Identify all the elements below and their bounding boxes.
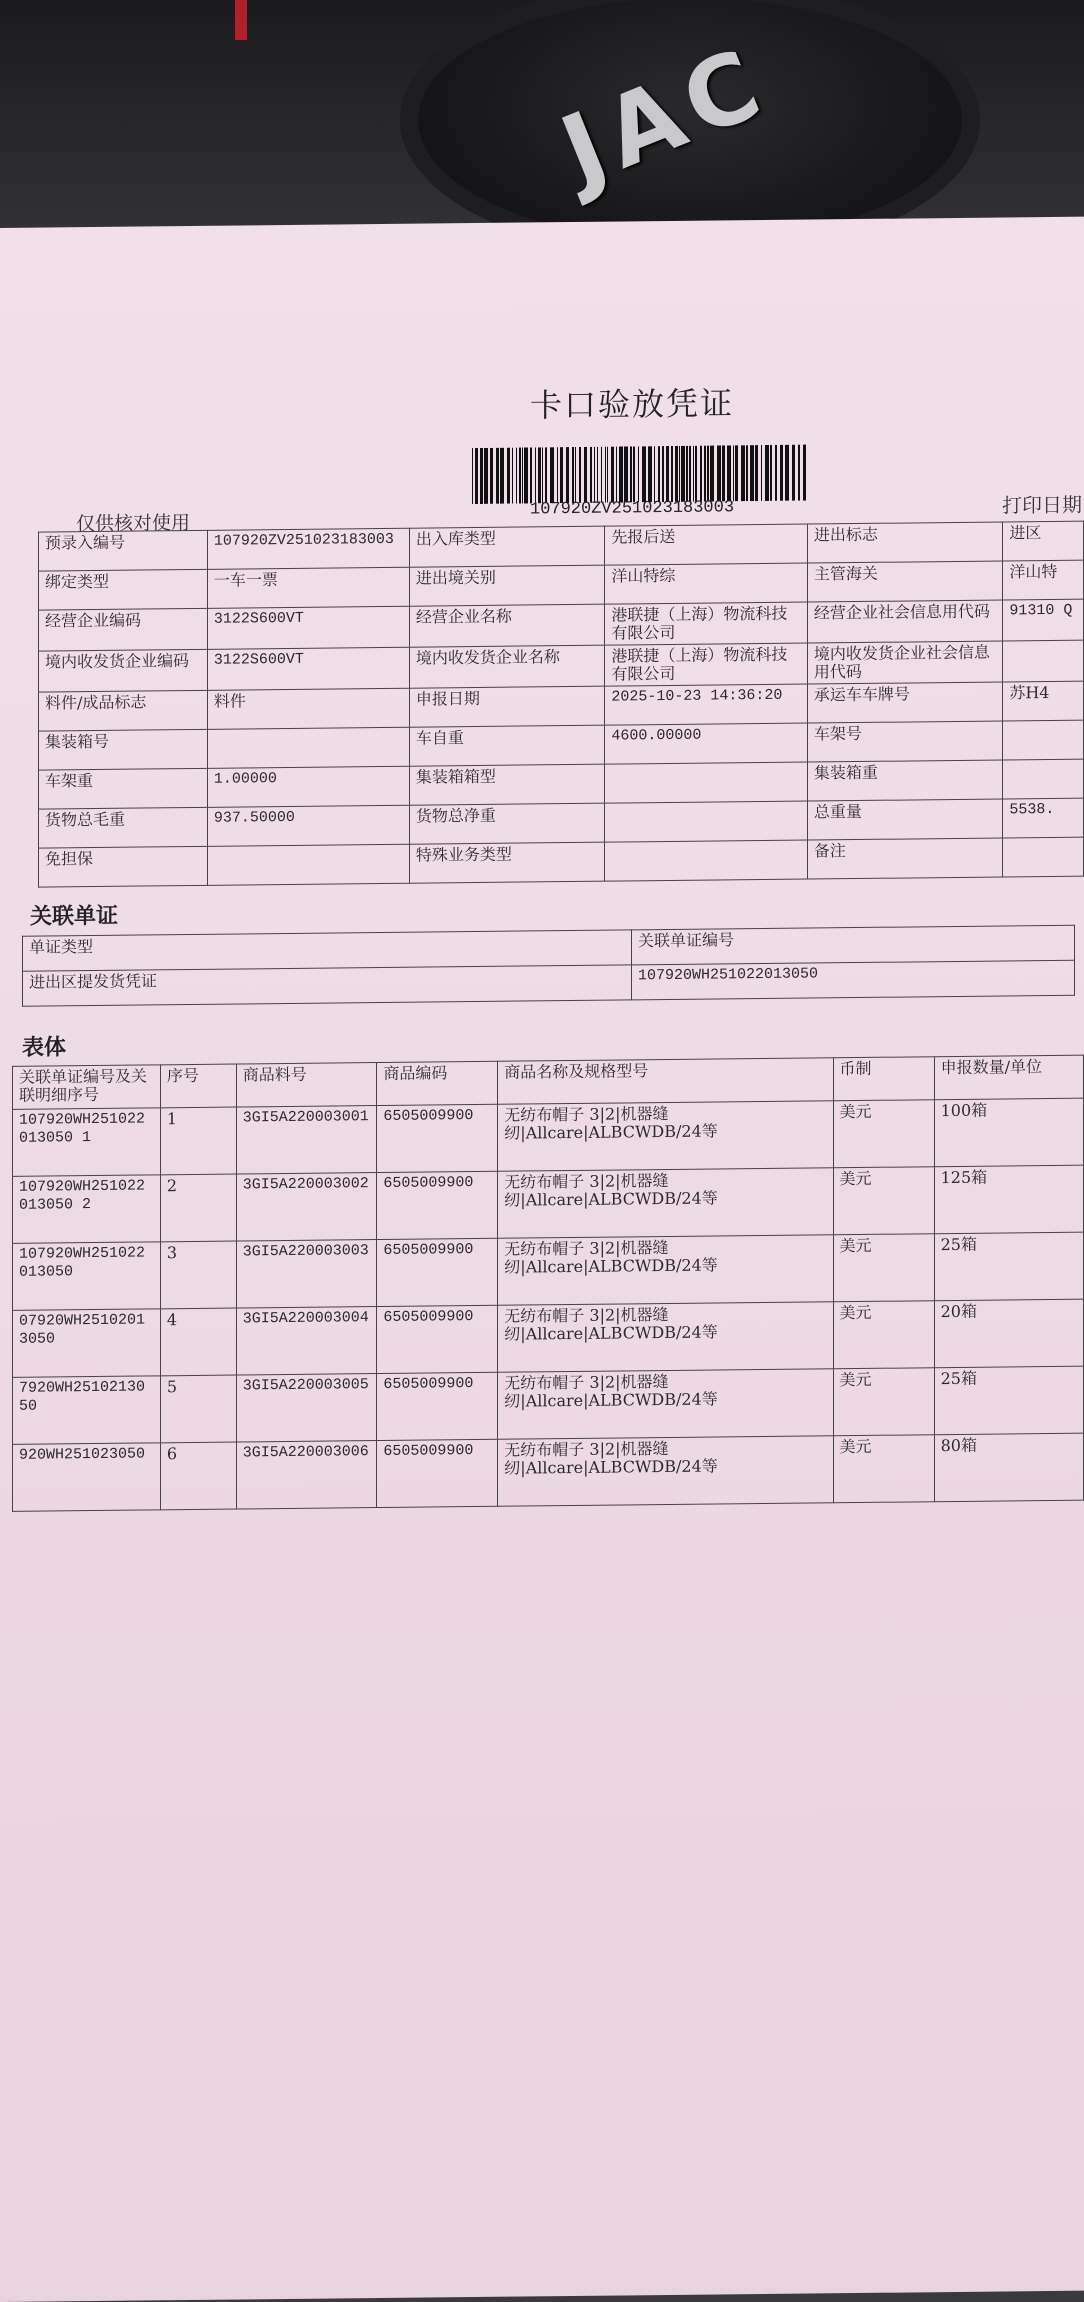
header-field-label: 经营企业编码 <box>39 608 208 651</box>
document-paper <box>0 217 1084 2302</box>
goods-column-header: 商品编码 <box>377 1061 498 1105</box>
header-field-value: 4600.00000 <box>605 723 808 764</box>
goods-cell-code: 6505009900 <box>377 1104 498 1172</box>
barcode-bar <box>761 445 762 501</box>
header-field-label: 集装箱重 <box>807 760 1002 801</box>
goods-column-header: 币制 <box>833 1057 934 1101</box>
goods-cell-ref: 107920WH251022013050 <box>13 1242 161 1311</box>
header-field-label: 预录入编号 <box>39 530 208 571</box>
header-field-label: 集装箱号 <box>39 729 208 770</box>
goods-column-header: 商品料号 <box>236 1063 377 1107</box>
header-field-label: 出入库类型 <box>409 526 604 567</box>
barcode-bar <box>560 447 563 503</box>
barcode-bar <box>689 446 691 502</box>
goods-column-header: 关联单证编号及关联明细序号 <box>13 1065 161 1110</box>
barcode-bar <box>516 448 517 504</box>
goods-row <box>13 1165 1084 1243</box>
goods-cell-qty: 25箱 <box>934 1232 1083 1301</box>
barcode-bar <box>770 445 772 501</box>
header-field-label: 进出标志 <box>807 522 1002 563</box>
header-field-label: 货物总毛重 <box>39 807 208 848</box>
barcode-bar <box>507 448 510 504</box>
barcode-bar <box>717 445 721 501</box>
header-field-label: 经营企业名称 <box>409 604 604 647</box>
goods-column-header: 商品名称及规格型号 <box>498 1058 833 1105</box>
barcode-bar <box>619 446 623 502</box>
barcode-bar <box>755 445 758 501</box>
barcode-bar <box>750 445 754 501</box>
barcode-bar <box>710 446 714 502</box>
goods-cell-ref: 07920WH25102013050 <box>13 1309 161 1378</box>
header-field-value <box>605 801 808 842</box>
barcode-bar <box>584 447 587 503</box>
barcode-bar <box>785 445 789 501</box>
goods-cell-currency: 美元 <box>833 1435 934 1503</box>
barcode-bar <box>535 447 536 503</box>
barcode-bar <box>633 446 635 502</box>
header-field-value: 一车一票 <box>207 567 409 608</box>
barcode-bar <box>681 446 685 502</box>
goods-column-header: 序号 <box>160 1064 236 1108</box>
barcode-bar <box>616 447 617 503</box>
header-field-value: 91310 Q <box>1003 599 1084 641</box>
header-field-value: 1.00000 <box>207 766 409 807</box>
header-field-value: 港联捷（上海）物流科技有限公司 <box>605 643 808 686</box>
header-field-label: 申报日期 <box>409 686 604 727</box>
barcode-bar <box>695 446 697 502</box>
red-trim <box>235 0 247 40</box>
header-field-label: 境内收发货企业编码 <box>39 649 208 692</box>
header-field-label: 境内收发货企业社会信息用代码 <box>807 641 1002 684</box>
verification-note: 仅供核对使用 <box>76 512 191 536</box>
goods-cell-ref: 7920WH2510213050 <box>13 1376 161 1445</box>
related-col-number: 关联单证编号 <box>632 925 1075 965</box>
barcode-bar <box>480 448 483 504</box>
header-field-value: 937.50000 <box>207 805 409 846</box>
header-table <box>38 521 1084 888</box>
header-field-value: 3122S600VT <box>207 606 409 649</box>
barcode-bar <box>624 446 628 502</box>
goods-cell-seq: 2 <box>160 1174 236 1242</box>
barcode-bar <box>597 447 598 503</box>
header-field-label: 特殊业务类型 <box>409 842 604 883</box>
goods-cell-currency: 美元 <box>833 1301 934 1369</box>
goods-cell-seq: 3 <box>160 1241 236 1309</box>
header-field-value <box>605 762 808 803</box>
goods-row <box>13 1366 1084 1444</box>
goods-cell-currency: 美元 <box>833 1368 934 1436</box>
goods-cell-part: 3GI5A220003006 <box>236 1441 377 1509</box>
header-field-label: 免担保 <box>39 846 208 887</box>
header-field-label: 总重量 <box>807 799 1002 840</box>
header-field-label: 绑定类型 <box>39 569 208 610</box>
header-field-label: 境内收发货企业名称 <box>409 645 604 688</box>
goods-cell-qty: 20箱 <box>934 1299 1083 1368</box>
goods-row <box>13 1433 1084 1511</box>
barcode-bar <box>611 447 614 503</box>
barcode <box>470 445 810 505</box>
barcode-bar <box>671 446 673 502</box>
goods-cell-seq: 4 <box>160 1308 236 1376</box>
jac-logo: JAC <box>546 24 784 208</box>
barcode-bar <box>524 447 528 503</box>
barcode-bar <box>630 446 632 502</box>
barcode-bar <box>579 447 581 503</box>
barcode-bar <box>775 445 777 501</box>
header-field-value: 5538. <box>1003 798 1084 838</box>
header-field-value: 料件 <box>207 688 409 729</box>
goods-cell-qty: 25箱 <box>934 1366 1083 1435</box>
barcode-bar <box>557 447 558 503</box>
goods-row <box>13 1098 1084 1176</box>
barcode-bar <box>550 447 554 503</box>
barcode-bar <box>686 446 688 502</box>
barcode-bar <box>575 447 576 503</box>
goods-cell-currency: 美元 <box>833 1234 934 1302</box>
header-field-value: 港联捷（上海）物流科技有限公司 <box>605 602 808 645</box>
barcode-bar <box>654 446 655 502</box>
barcode-bar <box>803 445 806 501</box>
goods-cell-name: 无纺布帽子 3|2|机器缝纫|Allcare|ALBCWDB/24等 <box>498 1436 833 1507</box>
barcode-bar <box>566 447 569 503</box>
header-field-value <box>207 844 409 885</box>
barcode-bar <box>722 445 725 501</box>
goods-cell-part: 3GI5A220003004 <box>236 1307 377 1375</box>
barcode-bar <box>662 446 664 502</box>
barcode-bar <box>542 447 543 503</box>
print-date-label: 打印日期 <box>1002 492 1082 518</box>
related-number-value: 107920WH251022013050 <box>632 960 1075 1000</box>
barcode-bar <box>638 446 639 502</box>
barcode-bar <box>741 445 745 501</box>
header-field-value <box>1003 837 1084 877</box>
header-field-value <box>1003 640 1084 682</box>
header-field-value: 苏H4 <box>1003 681 1084 721</box>
goods-cell-qty: 80箱 <box>934 1433 1083 1502</box>
barcode-bar <box>545 447 547 503</box>
header-field-value: 洋山特综 <box>605 563 808 604</box>
barcode-bar <box>475 448 478 504</box>
goods-cell-name: 无纺布帽子 3|2|机器缝纫|Allcare|ALBCWDB/24等 <box>498 1168 833 1239</box>
goods-cell-qty: 100箱 <box>934 1098 1083 1167</box>
header-field-value: 进区 <box>1003 521 1084 561</box>
document-title: 卡口验放凭证 <box>530 384 735 425</box>
goods-cell-ref: 920WH251023050 <box>13 1443 161 1512</box>
goods-cell-currency: 美元 <box>833 1167 934 1235</box>
goods-cell-code: 6505009900 <box>377 1238 498 1306</box>
goods-cell-code: 6505009900 <box>377 1372 498 1440</box>
barcode-bar <box>666 446 669 502</box>
goods-cell-seq: 5 <box>160 1375 236 1443</box>
goods-cell-code: 6505009900 <box>377 1171 498 1239</box>
goods-column-header: 申报数量/单位 <box>934 1055 1083 1100</box>
goods-cell-code: 6505009900 <box>377 1305 498 1373</box>
barcode-bar <box>733 445 734 501</box>
body-section-title: 表体 <box>22 1034 67 1061</box>
barcode-bar <box>704 446 706 502</box>
goods-table <box>12 1055 1084 1512</box>
goods-cell-part: 3GI5A220003002 <box>236 1173 377 1241</box>
header-field-value: 3122S600VT <box>207 647 409 690</box>
header-field-value <box>1003 759 1084 799</box>
goods-cell-seq: 6 <box>160 1442 236 1510</box>
goods-cell-name: 无纺布帽子 3|2|机器缝纫|Allcare|ALBCWDB/24等 <box>498 1302 833 1373</box>
barcode-bar <box>792 445 795 501</box>
barcode-bar <box>707 446 709 502</box>
goods-row <box>13 1232 1084 1310</box>
goods-cell-code: 6505009900 <box>377 1439 498 1507</box>
goods-cell-name: 无纺布帽子 3|2|机器缝纫|Allcare|ALBCWDB/24等 <box>498 1369 833 1440</box>
barcode-bar <box>484 448 488 504</box>
header-field-label: 集装箱箱型 <box>409 764 604 805</box>
barcode-bar <box>648 446 652 502</box>
header-field-value <box>605 840 808 881</box>
goods-cell-part: 3GI5A220003003 <box>236 1240 377 1308</box>
barcode-bar <box>658 446 660 502</box>
header-field-label: 车架重 <box>39 768 208 809</box>
barcode-number: 107920ZV251023183003 <box>530 498 735 520</box>
related-col-type: 单证类型 <box>23 930 632 971</box>
header-field-label: 进出境关别 <box>409 565 604 606</box>
barcode-bar <box>500 448 504 504</box>
header-field-label: 料件/成品标志 <box>39 690 208 731</box>
barcode-bar <box>594 447 595 503</box>
barcode-bar <box>780 445 783 501</box>
goods-cell-ref: 107920WH251022013050 1 <box>13 1108 161 1177</box>
header-field-value <box>1003 720 1084 760</box>
header-field-label: 承运车车牌号 <box>807 682 1002 723</box>
barcode-bar <box>490 448 493 504</box>
related-table <box>22 925 1075 1007</box>
header-field-label: 备注 <box>807 838 1002 879</box>
barcode-bar <box>746 445 748 501</box>
barcode-bar <box>512 448 513 504</box>
header-field-value <box>207 727 409 768</box>
related-type-value: 进出区提发货凭证 <box>23 965 632 1006</box>
goods-cell-name: 无纺布帽子 3|2|机器缝纫|Allcare|ALBCWDB/24等 <box>498 1235 833 1306</box>
barcode-bar <box>693 446 694 502</box>
header-field-label: 货物总净重 <box>409 803 604 844</box>
barcode-bar <box>601 447 602 503</box>
barcode-bar <box>735 445 738 501</box>
header-field-label: 经营企业社会信息用代码 <box>807 600 1002 643</box>
barcode-bar <box>765 445 769 501</box>
goods-cell-ref: 107920WH251022013050 2 <box>13 1175 161 1244</box>
goods-row <box>13 1299 1084 1377</box>
barcode-bar <box>522 448 523 504</box>
header-field-label: 车架号 <box>807 721 1002 762</box>
barcode-bar <box>530 447 532 503</box>
goods-cell-qty: 125箱 <box>934 1165 1083 1234</box>
barcode-bar <box>798 445 800 501</box>
header-field-label: 车自重 <box>409 725 604 766</box>
header-field-value: 洋山特 <box>1003 560 1084 600</box>
barcode-bar <box>727 445 731 501</box>
barcode-bar <box>496 448 499 504</box>
barcode-bar <box>642 446 646 502</box>
barcode-bar <box>675 446 678 502</box>
goods-cell-name: 无纺布帽子 3|2|机器缝纫|Allcare|ALBCWDB/24等 <box>498 1101 833 1172</box>
header-field-value: 2025-10-23 14:36:20 <box>605 684 808 725</box>
barcode-bar <box>572 447 574 503</box>
barcode-bar <box>679 446 680 502</box>
goods-cell-part: 3GI5A220003001 <box>236 1106 377 1174</box>
barcode-bar <box>472 448 473 504</box>
barcode-bar <box>538 447 541 503</box>
related-section-title: 关联单证 <box>30 902 119 930</box>
goods-cell-part: 3GI5A220003005 <box>236 1374 377 1442</box>
barcode-bar <box>700 446 702 502</box>
header-field-value: 107920ZV251023183003 <box>207 528 409 569</box>
barcode-bar <box>607 447 608 503</box>
barcode-bar <box>605 447 606 503</box>
goods-cell-seq: 1 <box>160 1107 236 1175</box>
barcode-bar <box>590 447 592 503</box>
header-field-value: 先报后送 <box>605 524 808 565</box>
goods-cell-currency: 美元 <box>833 1100 934 1168</box>
header-field-label: 主管海关 <box>807 561 1002 602</box>
barcode-bar <box>519 448 521 504</box>
